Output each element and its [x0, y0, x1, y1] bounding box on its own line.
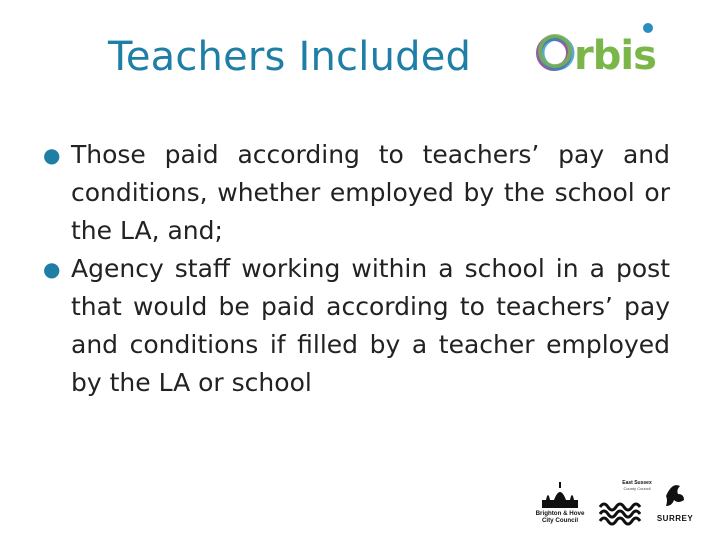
brighton-hove-logo — [536, 482, 585, 524]
bullet-dot-icon: ● — [43, 257, 61, 281]
surrey-label: SURREY — [656, 514, 694, 523]
bullet-list — [40, 136, 670, 402]
bullet-dot-icon: ● — [43, 143, 61, 167]
brighton-hove-line2: City Council — [541, 517, 579, 524]
bullet-text: Agency staff working within a school in a post that would be paid according to teachers’ pay and conditions if filled by a teacher employed by the LA or school — [71, 254, 670, 397]
council-logos — [535, 474, 694, 526]
orbis-wordmark: rbis — [574, 33, 656, 79]
slide-title: Teachers Included — [108, 34, 472, 80]
orbis-o-mark — [539, 36, 572, 68]
bullet-item — [40, 250, 670, 402]
bullet-item — [40, 136, 670, 250]
east-sussex-line1: East Sussex — [622, 480, 652, 486]
east-sussex-logo — [600, 480, 652, 524]
surrey-logo — [657, 485, 694, 523]
orbis-logo — [534, 20, 686, 78]
orbis-dot — [643, 23, 653, 33]
brighton-hove-line1: Brighton & Hove — [535, 510, 585, 517]
bullet-text: Those paid according to teachers’ pay and conditions, whether employed by the school or the LA, and; — [71, 140, 670, 245]
east-sussex-line2: County Council — [623, 486, 651, 491]
